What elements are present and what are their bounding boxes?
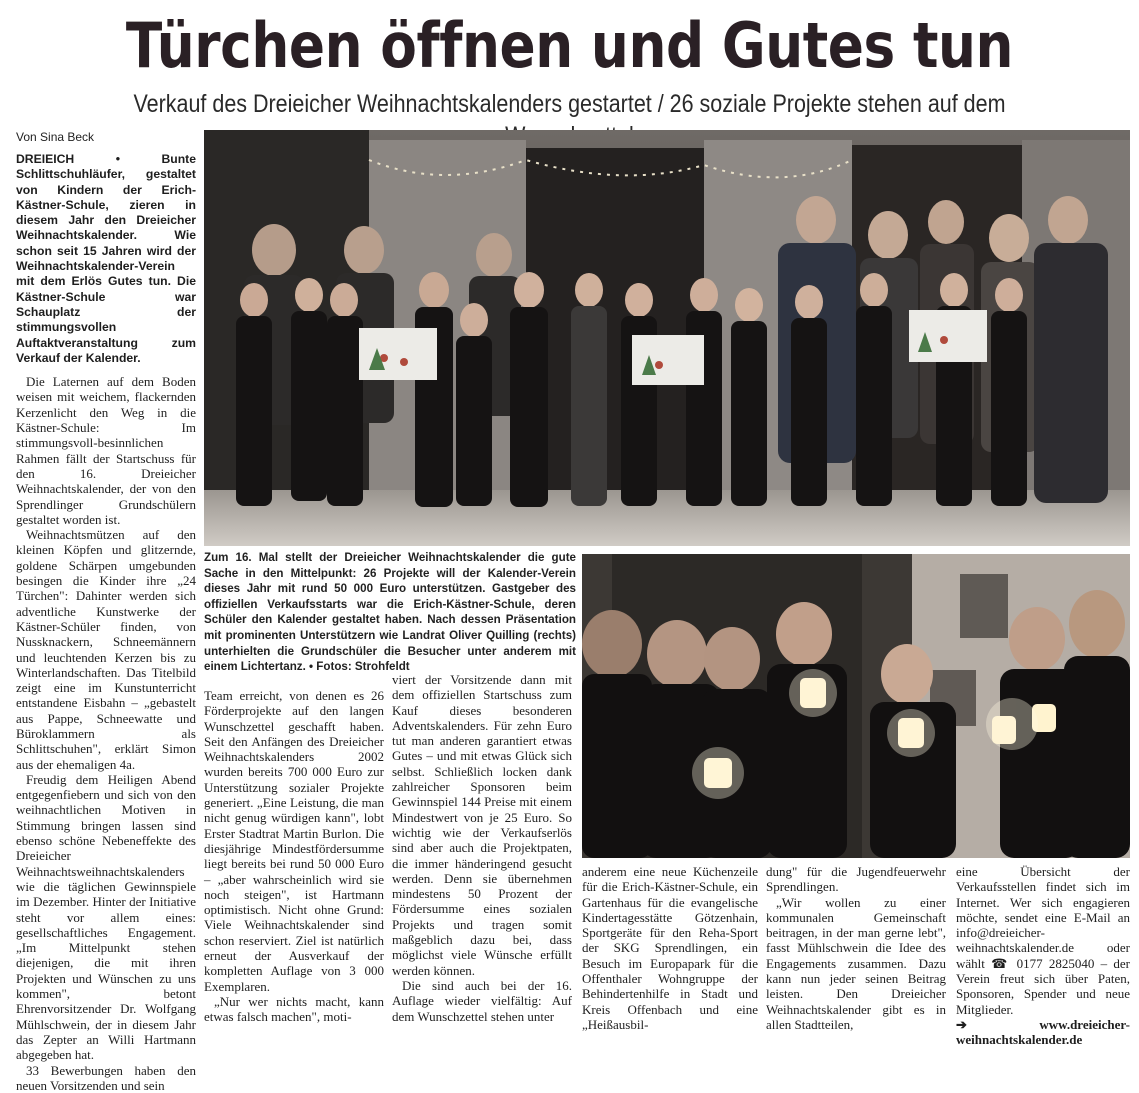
dateline: DREIEICH •	[16, 152, 120, 166]
group-photo-image	[204, 130, 1130, 546]
body-paragraph: „Wir wollen zu einer kommunalen Gemeinschaft beitragen, in der man gerne lebt", fasst Mühlschwein die Idee des Engagements zusammen. Dazu kann nun jeder seinen Beitrag leisten. Den Dreieicher Weihnachtskalender gibt es in allen Stadtteilen,	[766, 894, 946, 1032]
body-paragraph: Team erreicht, von denen es 26 Förderprojekte auf den langen Wunschzettel geschafft haben. Seit den Anfängen des Dreieicher Weihnachtskalenders 2002 wurden bereits 700 000 Euro zur Unterstützung sozialer Projekte generiert. „Eine Leistung, die man nicht genug würdigen kann", lobt Erster Stadtrat Martin Burlon. Die diesjährige Mindestfördersumme liegt bereits bei rund 50 000 Euro – „aber wahrscheinlich wird sie noch steigen", ist Hartmann optimistisch. Nicht ohne Grund: Viele Weihnachtskalender sind schon reserviert. Ziel ist natürlich erneut der Ausverkauf der kompletten Auflage von 3 000 Exemplaren.	[204, 688, 384, 994]
lead-paragraph	[16, 152, 196, 366]
photo-caption: Zum 16. Mal stellt der Dreieicher Weihnachtskalender die gute Sache in den Mittelpunkt: 26 Projekte will der Kalender-Verein dieses Jahr mit rund 50 000 Euro unterstützen. Gastgeber des offiziellen Verkaufsstarts war die Erich-Kästner-Schule, deren Schüler den Kalender gestaltet haben. Nach dessen Präsentation mit prominenten Unterstützern wie Landrat Oliver Quilling (rechts) unterhielten die Grundschüler die Besucher unter anderem mit einem Lichtertanz. • Fotos: Strohfeldt	[204, 551, 576, 674]
light-dance-photo	[582, 554, 1130, 858]
article-column-3	[392, 672, 572, 1042]
article-column-5	[766, 864, 946, 1042]
headline: Türchen öffnen und Gutes tun	[125, 9, 1014, 82]
body-paragraph: anderem eine neue Küchenzeile für die Erich-Kästner-Schule, ein Gartenhaus für die evangelische Kindertagesstätte Götzenhain, Sportgeräte für den Reha-Sport der SKG Sprendlingen, ein Besuch im Europapark für die Offenthaler Wohngruppe der Behindertenhilfe in Stadt und Kreis Offenbach und eine „Heißausbil-	[582, 864, 758, 1032]
body-paragraph: eine Übersicht der Verkaufsstellen findet sich im Internet. Wer sich engagieren möchte, sendet eine E-Mail an info@dreieicher-weihnachtskalender.de oder wählt ☎ 0177 2825040 – der Verein freut sich über Paten, Sponsoren, Spender und neue Mitglieder.	[956, 864, 1130, 1017]
article-column-4	[582, 864, 758, 1042]
body-paragraph: dung" für die Jugendfeuerwehr Sprendlingen.	[766, 864, 946, 895]
body-paragraph: „Nur wer nichts macht, kann etwas falsch machen", moti-	[204, 993, 384, 1025]
light-dance-photo-image	[582, 554, 1130, 858]
article-column-2	[204, 688, 384, 1042]
body-paragraph: viert der Vorsitzende dann mit dem offiziellen Startschuss zum Kauf dieses besonderen Adventskalenders. Für zehn Euro tut man anderen garantiert etwas Gutes – und mit etwas Glück sich selbst. Schließlich locken dank zahlreicher Sponsoren beim Gewinnspiel 144 Preise mit einem Mindestwert von je 25 Euro. So wichtig wie der Verkaufserlös sind aber auch die Projektpaten, die immer händeringend gesucht werden. Denn sie übernehmen mindestens 50 Prozent der Fördersumme eines sozialen Projekts und tragen somit maßgeblich dazu bei, dass möglichst viele Wünsche erfüllt werden können.	[392, 672, 572, 978]
group-photo	[204, 130, 1130, 546]
website-link[interactable]: ➔ www.dreieicher-weihnachtskalender.de	[956, 1016, 1130, 1048]
body-paragraph: Die sind auch bei der 16. Auflage wieder vielfältig: Auf dem Wunschzettel stehen unter	[392, 977, 572, 1024]
lead-text: Bunte Schlittschuhläufer, gestaltet von Kindern der Erich-Kästner-Schule, zieren in diesem Jahr den Dreieicher Weihnachtskalender. Wie schon seit 15 Jahren wird der Weihnachtskalender-Verein mit dem Erlös Gutes tun. Die Kästner-Schule war Schauplatz der stimmungsvollen Auftaktveranstaltung zum Verkauf der Kalender.	[16, 152, 196, 365]
subheadline: Verkauf des Dreieicher Weihnachtskalenders gestartet / 26 soziale Projekte stehen auf dem	[133, 90, 1006, 118]
article-column-1	[16, 152, 196, 1093]
body-paragraph: Weihnachtsmützen auf den kleinen Köpfen und glitzernde, goldene Schärpen umgebunden besingen die Kinder ihre „24 Türchen": Dahinter werden sich adventliche Kunstwerke der Kästner-Schüler finden, von Nussknackern, Schneemännern und leuchtenden Kerzen bis zu Winterlandschaften. Das Titelbild zeigt eine im Kunstunterricht entstandene Eisbahn – „gebastelt aus Pappe, Schneewatte und Büroklammern als Schlittschuhen", erklärt Simon aus der ehemaligen 4a.	[16, 527, 196, 772]
body-paragraph: Die Laternen auf dem Boden weisen mit weichem, flackernden Kerzenlicht den Weg in die Kästner-Schule: Im stimmungsvoll-besinnlichen Rahmen fällt der Startschuss für den 16. Dreieicher Weihnachtskalender, der von den Sprendlinger Grundschülern gestaltet worden ist.	[16, 374, 196, 527]
article-column-6	[956, 864, 1130, 1048]
body-paragraph: Freudig dem Heiligen Abend entgegenfiebern und sich von den weihnachtlichen Motiven in Stimmung bringen lassen sind ebenso schöne Nebeneffekte des Dreieicher Weihnachtsweihnachtskalenders wie die täglichen Gewinnspiele im Dezember. Hinter der Initiative steht vor allem eines: gesellschaftliches Engagement. „Im Mittelpunkt stehen diejenigen, die mit ihren Projekten und Wünschen zu uns kommen", betont Ehrenvorsitzender Dr. Wolfgang Mühlschwein, der in diesem Jahr das Zepter an Willi Hartmann abgegeben hat.	[16, 771, 196, 1063]
byline: Von Sina Beck	[16, 130, 95, 144]
body-paragraph: 33 Bewerbungen haben den neuen Vorsitzenden und sein	[16, 1062, 196, 1093]
